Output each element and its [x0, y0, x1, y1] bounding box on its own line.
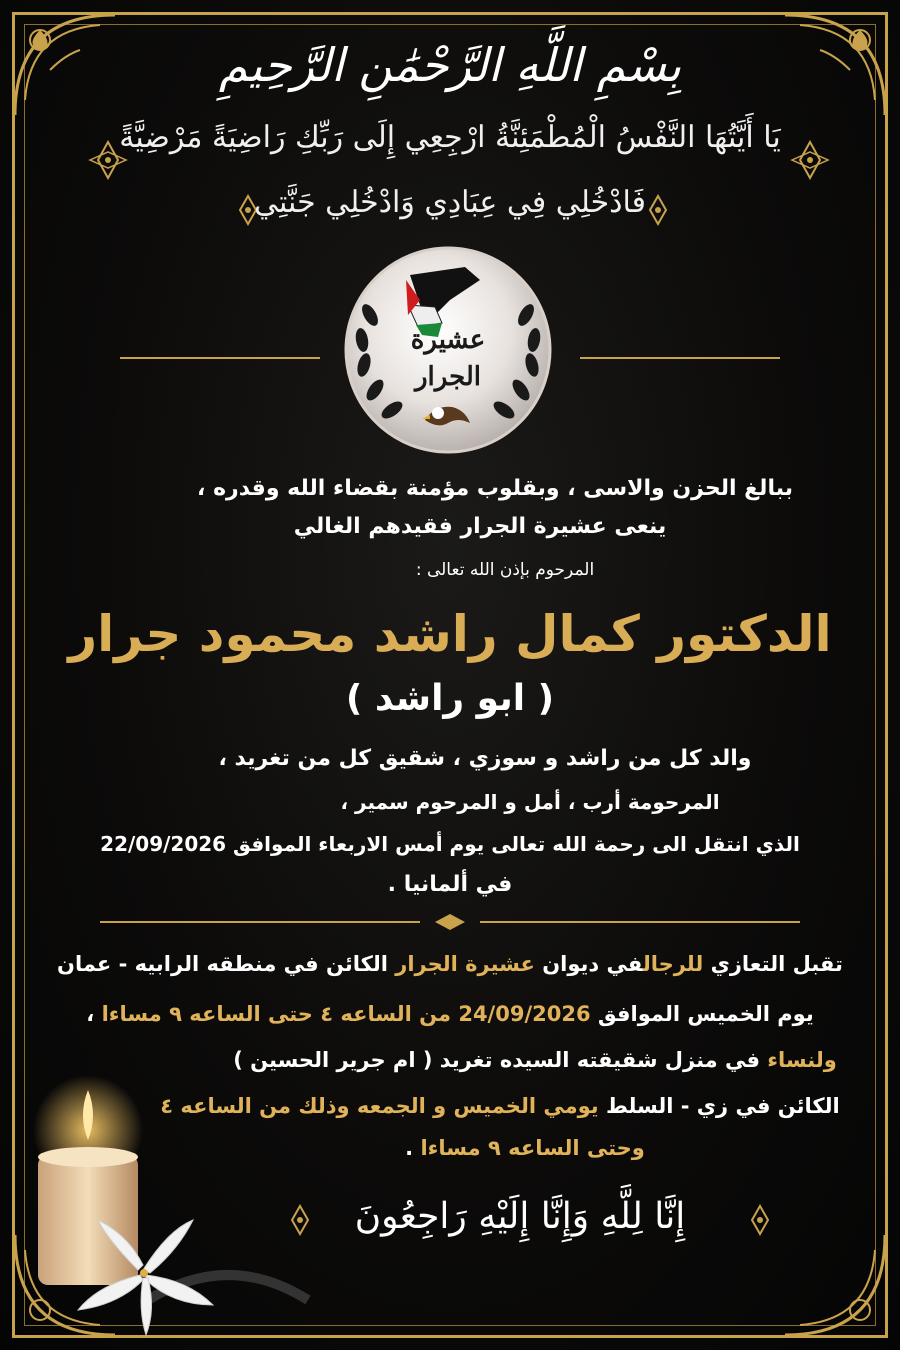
announcement-line3: المرحوم بإذن الله تعالى : — [415, 560, 595, 580]
condolence-men-highlight: للرجال — [642, 952, 704, 976]
condolence-women-line — [0, 1048, 900, 1072]
announcement-line2: ينعى عشيرة الجرار فقيدهم الغالي — [293, 514, 667, 539]
deceased-nickname: ( ابو راشد ) — [345, 678, 555, 719]
death-notice-line: الذي انتقل الى رحمة الله تعالى يوم أمس الاربعاء الموافق 22/09/2026 — [100, 832, 800, 856]
divider-right — [580, 348, 780, 368]
relatives-line2: المرحومة أرب ، أمل و المرحوم سمير ، — [340, 790, 720, 814]
condolence-men-line — [0, 952, 900, 976]
basmala: بِسْمِ اللَّهِ الرَّحْمَٰنِ الرَّحِيمِ — [218, 38, 682, 92]
announcement-line1: ببالغ الحزن والاسى ، وبقلوب مؤمنة بقضاء الله وقدره ، — [197, 476, 793, 501]
corner-ornament-bottom-right — [780, 1230, 890, 1340]
condolence-women-highlight: ولنساء — [767, 1048, 837, 1072]
quran-verse-line1: يَا أَيَّتُهَا النَّفْسُ الْمُطْمَئِنَّةُ ارْجِعِي إِلَى رَبِّكِ رَاضِيَةً مَرْضِيَّةً — [119, 120, 781, 155]
condolence-men-prefix: تقبل التعازي — [703, 952, 843, 976]
condolence-men-suffix: الكائن في منطقه الرابيه - عمان — [57, 952, 396, 976]
emblem-clan-label-line2: الجرار — [414, 362, 482, 392]
condolence-men-date-highlight: 24/09/2026 من الساعه ٤ حتى الساعه ٩ مساءا — [101, 1002, 591, 1026]
condolence-women-end-suffix: . — [405, 1136, 421, 1160]
relatives-line1: والد كل من راشد و سوزي ، شقيق كل من تغريد ، — [218, 746, 752, 771]
quran-verse-line2: فَادْخُلِي فِي عِبَادِي وَادْخُلِي جَنَّتِي — [253, 185, 647, 220]
condolence-men-date-line — [0, 1002, 900, 1026]
section-divider — [100, 912, 800, 932]
death-location-line: في ألمانيا . — [387, 872, 513, 897]
condolence-men-date-suffix: ، — [86, 1002, 102, 1026]
condolence-women-suffix: في منزل شقيقته السيده تغريد ( ام جرير الحسين ) — [233, 1048, 768, 1072]
closing-verse: إِنَّا لِلَّهِ وَإِنَّا إِلَيْهِ رَاجِعُونَ — [354, 1196, 686, 1237]
divider-left — [120, 348, 320, 368]
condolence-women-end-highlight: وحتى الساعه ٩ مساءا — [420, 1136, 645, 1160]
condolence-men-family: عشيرة الجرار — [395, 952, 535, 976]
condolence-women-loc-prefix: الكائن في زي - السلط — [598, 1094, 840, 1118]
emblem-clan-label-line1: عشيرة — [410, 325, 486, 355]
condolence-men-mid: في ديوان — [534, 952, 643, 976]
deceased-name: الدكتور كمال راشد محمود جرار — [68, 605, 832, 663]
condolence-women-loc-highlight: يومي الخميس و الجمعه وذلك من الساعه ٤ — [160, 1094, 599, 1118]
condolence-men-date-prefix: يوم الخميس الموافق — [590, 1002, 814, 1026]
